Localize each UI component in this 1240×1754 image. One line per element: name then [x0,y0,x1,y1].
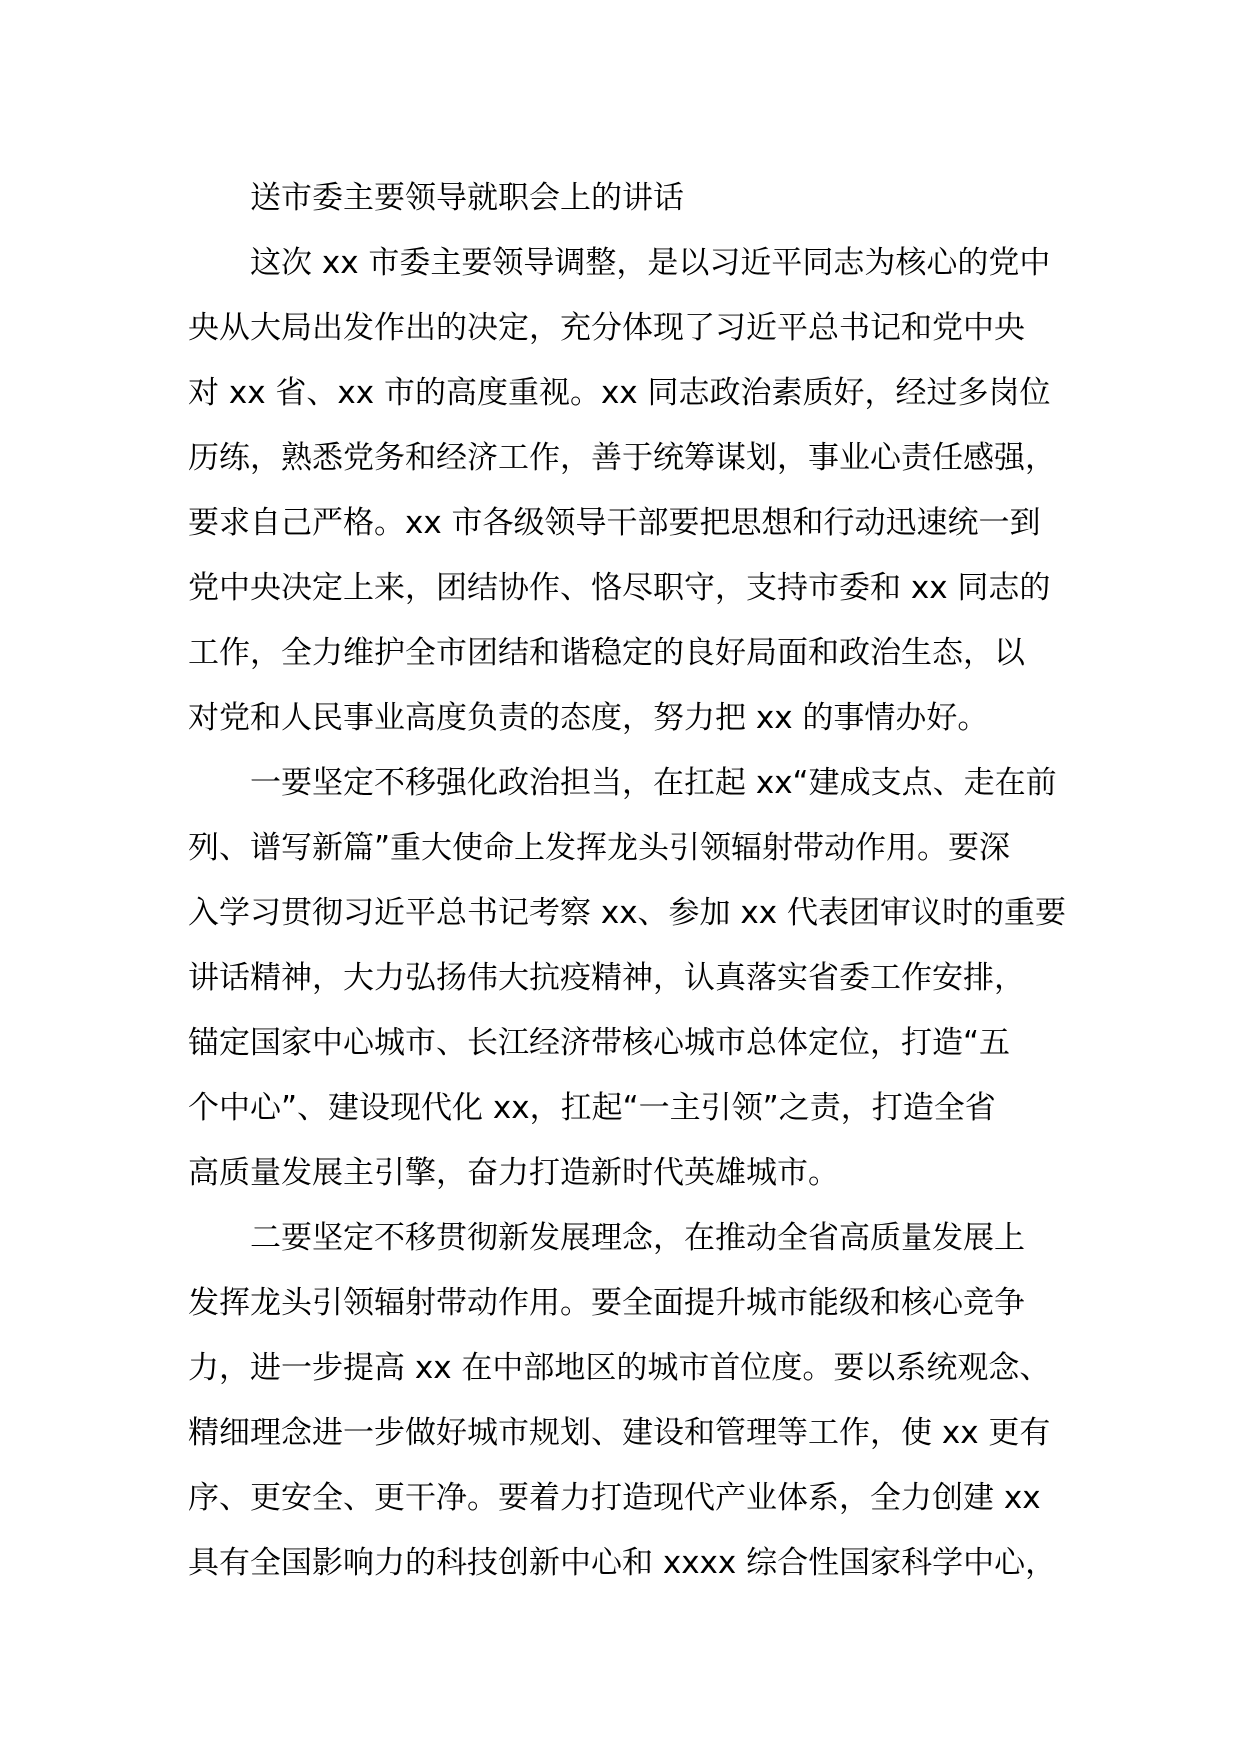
paragraph-1-line-3: 对 xx 省、xx 市的高度重视。xx 同志政治素质好，经过多岗位 [188,375,1051,411]
paragraph-1-line-6: 党中央决定上来，团结协作、恪尽职守，支持市委和 xx 同志的 [188,570,1051,606]
paragraph-3-line-2: 发挥龙头引领辐射带动作用。要全面提升城市能级和核心竞争 [188,1285,1025,1321]
paragraph-3-line-6: 具有全国影响力的科技创新中心和 xxxx 综合性国家科学中心， [188,1545,1057,1581]
paragraph-1-line-2: 央从大局出发作出的决定，充分体现了习近平总书记和党中央 [188,310,1025,346]
paragraph-3-line-1: 二要坚定不移贯彻新发展理念，在推动全省高质量发展上 [250,1220,1025,1256]
paragraph-2-line-5: 锚定国家中心城市、长江经济带核心城市总体定位，打造“五 [188,1025,1011,1061]
paragraph-1-line-8: 对党和人民事业高度负责的态度，努力把 xx 的事情办好。 [188,700,989,736]
paragraph-1-line-5: 要求自己严格。xx 市各级领导干部要把思想和行动迅速统一到 [188,505,1041,541]
paragraph-1-line-1: 这次 xx 市委主要领导调整，是以习近平同志为核心的党中 [250,245,1051,281]
document-body [188,166,1088,1596]
paragraph-2-line-3: 入学习贯彻习近平总书记考察 xx、参加 xx 代表团审议时的重要 [188,895,1066,931]
paragraph-3-line-4: 精细理念进一步做好城市规划、建设和管理等工作，使 xx 更有 [188,1415,1051,1451]
paragraph-3-line-5: 序、更安全、更干净。要着力打造现代产业体系，全力创建 xx [188,1480,1041,1516]
paragraph-2-line-1: 一要坚定不移强化政治担当，在扛起 xx“建成支点、走在前 [250,765,1057,801]
paragraph-2-line-6: 个中心”、建设现代化 xx，扛起“一主引领”之责，打造全省 [188,1090,996,1126]
paragraph-2-line-4: 讲话精神，大力弘扬伟大抗疫精神，认真落实省委工作安排， [188,960,1025,996]
paragraph-1-line-7: 工作，全力维护全市团结和谐稳定的良好局面和政治生态，以 [188,635,1025,671]
paragraph-2-line-2: 列、谱写新篇”重大使命上发挥龙头引领辐射带动作用。要深 [188,830,1011,866]
paragraph-3-line-3: 力，进一步提高 xx 在中部地区的城市首位度。要以系统观念、 [188,1350,1051,1386]
document-title: 送市委主要领导就职会上的讲话 [250,180,684,216]
paragraph-1-line-4: 历练，熟悉党务和经济工作，善于统筹谋划，事业心责任感强， [188,440,1056,476]
paragraph-2-line-7: 高质量发展主引擎，奋力打造新时代英雄城市。 [188,1155,839,1191]
